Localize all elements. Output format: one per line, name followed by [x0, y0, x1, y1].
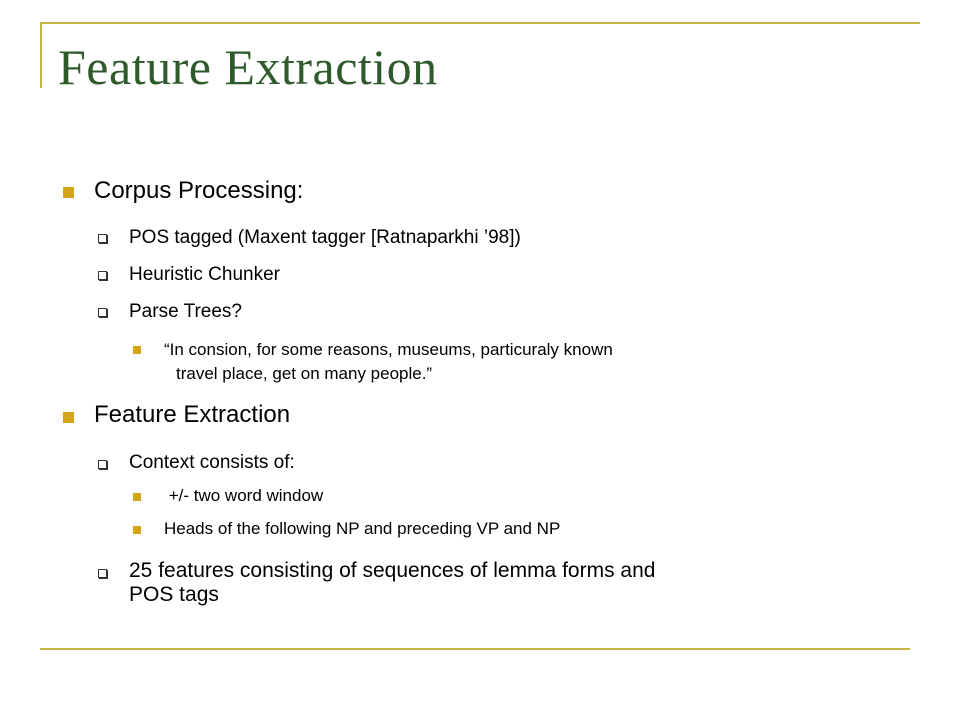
square-bullet-icon: [133, 493, 141, 501]
quote-line: travel place, get on many people.”: [176, 364, 433, 383]
square-bullet-icon: [63, 187, 74, 198]
quote-line: “In consion, for some reasons, museums, particuraly known: [164, 340, 613, 359]
checkbox-bullet-icon: [98, 460, 107, 469]
checkbox-bullet-icon: [98, 569, 107, 578]
list-item: Parse Trees?: [129, 301, 242, 322]
square-bullet-icon: [133, 346, 141, 354]
checkbox-bullet-icon: [98, 308, 107, 317]
square-bullet-icon: [63, 412, 74, 423]
square-bullet-icon: [133, 526, 141, 534]
section-heading: Feature Extraction: [94, 401, 291, 428]
list-item: +/- two word window: [164, 486, 324, 505]
bottom-rule: [40, 648, 910, 650]
section-heading: Corpus Processing:: [94, 177, 304, 204]
checkbox-bullet-icon: [98, 271, 107, 280]
list-item: [129, 559, 655, 607]
list-item: Heads of the following NP and preceding VP and NP: [164, 519, 561, 538]
quote-text: [164, 338, 884, 386]
list-item: Heuristic Chunker: [129, 264, 280, 285]
list-item: POS tagged (Maxent tagger [Ratnaparkhi ’98]): [129, 227, 521, 248]
checkbox-bullet-icon: [98, 234, 107, 243]
list-item: Context consists of:: [129, 452, 295, 473]
slide-title: Feature Extraction: [58, 39, 438, 95]
features-line: POS tags: [129, 583, 219, 606]
features-line: 25 features consisting of sequences of lemma forms and: [129, 559, 656, 582]
